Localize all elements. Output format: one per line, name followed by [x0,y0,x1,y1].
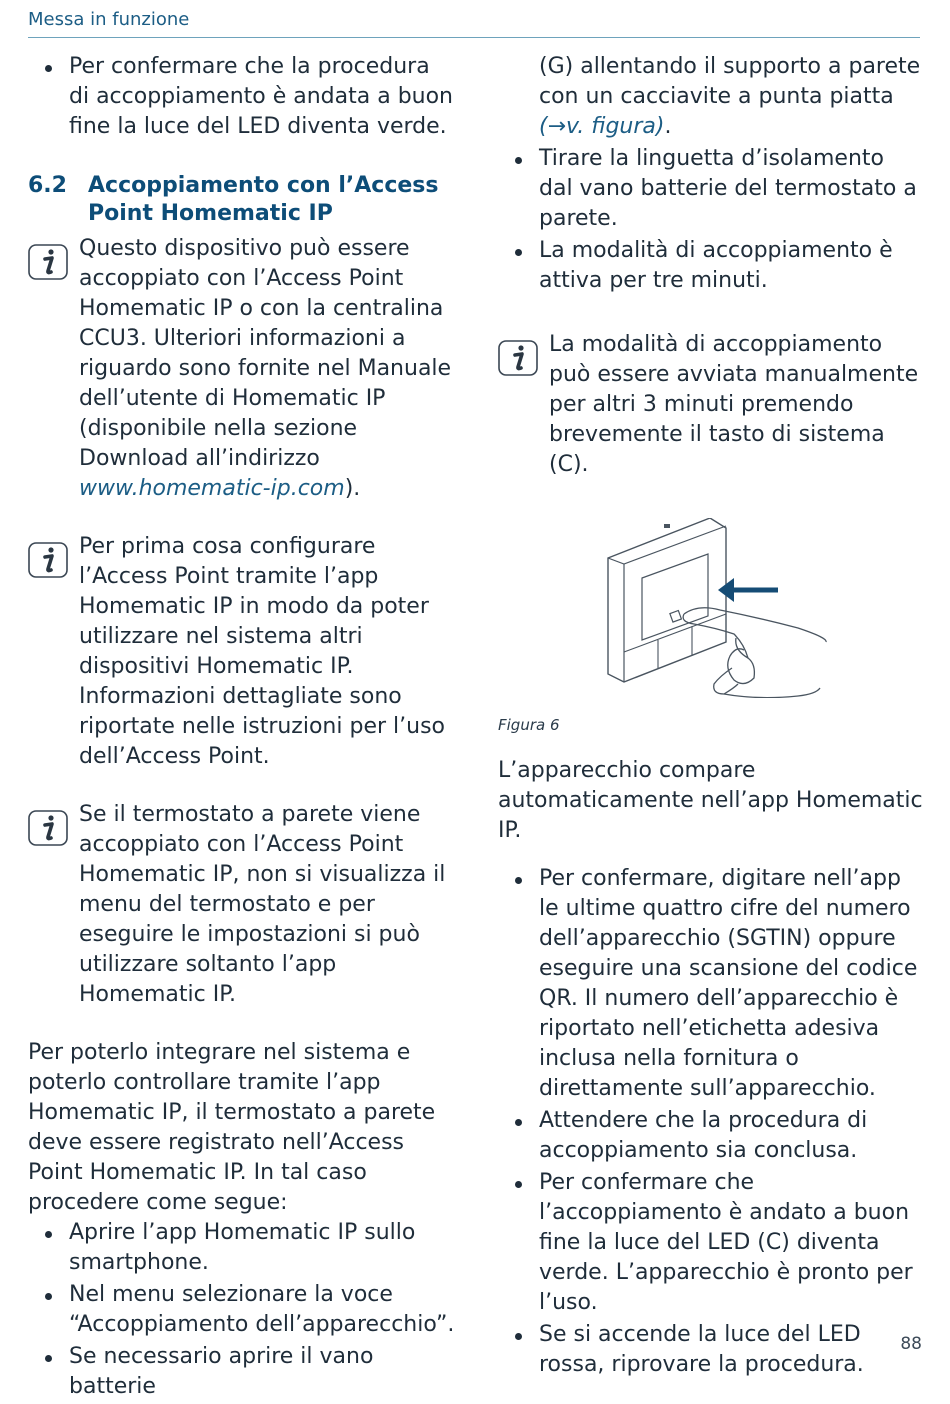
info-text: Per prima cosa configurare l’Access Point tramite l’app Homematic IP in modo da poter utilizzare nel sistema altri dispositivi Homematic IP. Informazioni dettagliate sono riportate nelle istruzioni per l’uso dell’Access Point. [79,534,445,769]
figure-caption: Figura 6 [498,716,560,734]
list-item: Tirare la linguetta d’isolamento dal vano batterie del termostato a parete. [498,144,924,234]
info-icon [28,542,68,578]
info-note [28,234,456,504]
info-text [79,234,456,504]
list-item: La modalità di accoppiamento è attiva per tre minuti. [498,236,924,296]
section-title: Messa in funzione [28,9,190,30]
list-item: Aprire l’app Homematic IP sullo smartphone. [28,1218,456,1278]
section-heading [28,172,456,228]
list-item: Attendere che la procedura di accoppiamento sia conclusa. [498,1106,924,1166]
punctuation: . [581,452,589,477]
step-text: Per confermare che l’accoppiamento è andato a buon fine la luce del LED [539,1170,910,1255]
figure-illustration [498,518,924,698]
continued-text: allentando il supporto a parete con un cacciavite a punta piatta [539,54,921,109]
label-c: (C) [549,452,582,477]
punctuation: . [664,114,672,139]
list-item: Se si accende la luce del LED rossa, riprovare la procedura. [498,1320,924,1380]
info-text [549,330,924,480]
info-note [498,330,924,480]
steps-list [498,144,924,296]
section-heading-title: Accoppiamento con l’Access Point Homematic IP [88,173,439,226]
website-link[interactable]: www.homematic-ip.com [79,476,345,501]
page-number: 88 [900,1334,922,1354]
label-g: (G) [539,54,574,79]
list-item: Per confermare, digitare nell’app le ultime quattro cifre del numero dell’apparecchio (SGTIN) oppure eseguire una scansione del codice QR. Il numero dell’apparecchio è riportato nell’etichetta adesiva inclusa nella fornitura o direttamente sull’apparecchio. [498,864,924,1104]
continued-step [498,52,924,142]
thermostat-pairing-illustration [498,518,924,698]
info-body: La modalità di accoppiamento può essere avviata manualmente per altri 3 minuti premendo brevemente il tasto di sistema [549,332,919,447]
figure-reference[interactable]: (→v. figura) [539,114,665,139]
steps-list [28,1218,456,1402]
info-note [28,800,456,1010]
list-item: Se necessario aprire il vano batterie [28,1342,456,1402]
info-text: Se il termostato a parete viene accoppiato con l’Access Point Homematic IP, non si visualizza il menu del termostato e per eseguire le impostazioni si può utilizzare soltanto l’app Homematic IP. [79,802,446,1007]
info-body: Questo dispositivo può essere accoppiato con l’Access Point Homematic IP o con la centralina CCU3. Ulteriori informazioni a riguardo sono fornite nel Manuale dell’utente di Homematic IP (disponibile nella sezione Download all’indirizzo [79,236,452,471]
intro-list [28,52,456,142]
info-note [28,532,456,772]
list-item [498,1168,924,1318]
left-column [28,52,456,1404]
list-item: Per confermare che la procedura di accoppiamento è andata a buon fine la luce del LED diventa verde. [28,52,456,142]
info-tail: ). [344,476,361,501]
page-header [28,8,920,38]
steps-list [498,864,924,1380]
info-icon [498,340,538,376]
step-text: diventa verde. L’apparecchio è pronto per l’uso. [539,1230,913,1315]
body-paragraph: Per poterlo integrare nel sistema e poterlo controllare tramite l’app Homematic IP, il termostato a parete deve essere registrato nell’Access Point Homematic IP. In tal caso procedere come segue: [28,1040,436,1215]
label-c: (C) [757,1230,790,1255]
list-item: Nel menu selezionare la voce “Accoppiamento dell’apparecchio”. [28,1280,456,1340]
section-number: 6.2 [28,173,67,198]
right-column [498,52,924,1382]
info-icon [28,244,68,280]
info-icon [28,810,68,846]
body-paragraph: L’apparecchio compare automaticamente nell’app Homematic IP. [498,758,923,843]
